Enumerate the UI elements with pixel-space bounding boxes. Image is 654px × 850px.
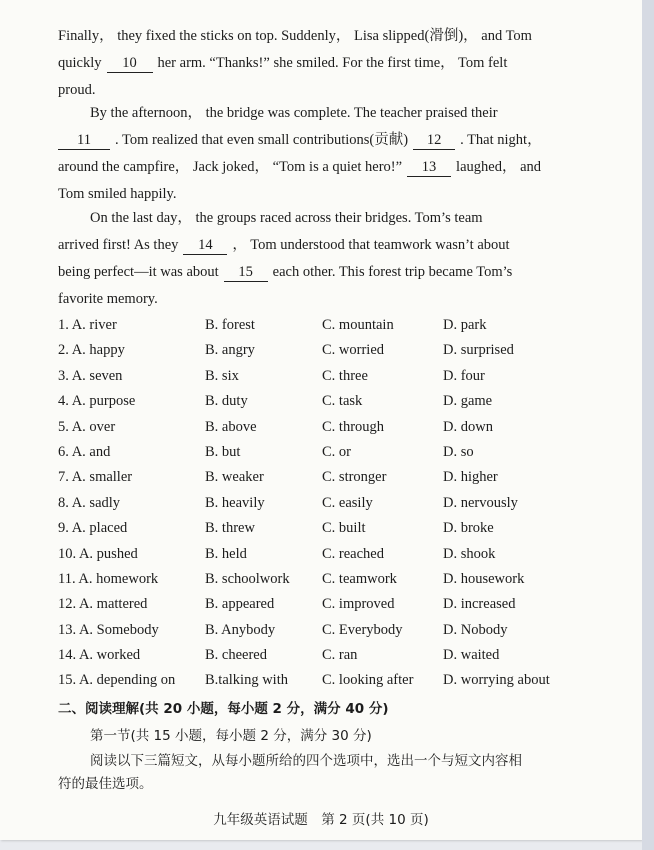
option-d: D. broke	[443, 520, 494, 537]
option-c: C. or	[322, 443, 351, 460]
option-row	[58, 389, 578, 414]
blank-11: 11	[58, 131, 110, 150]
passage-paragraph-2	[58, 100, 578, 208]
text-line: On the last day， the groups raced across their bridges. Tom’s team	[90, 210, 483, 226]
option-a: 4. A. purpose	[58, 393, 136, 410]
option-a: 7. A. smaller	[58, 469, 133, 486]
passage-paragraph-3	[58, 205, 578, 313]
option-row	[58, 440, 578, 465]
option-a: 2. A. happy	[58, 342, 125, 359]
blank-10: 10	[107, 54, 153, 73]
option-d: D. down	[443, 418, 493, 435]
option-b: B. held	[205, 545, 247, 562]
blank-14: 14	[183, 236, 227, 255]
text-line: proud.	[58, 82, 96, 98]
option-a: 3. A. seven	[58, 367, 123, 384]
option-d: D. increased	[443, 596, 516, 613]
option-b: B. cheered	[205, 647, 267, 664]
option-b: B. threw	[205, 520, 255, 537]
text-line: being perfect—it was about 15 each other. This forest trip became Tom’s	[58, 264, 513, 280]
option-a: 13. A. Somebody	[58, 621, 159, 638]
blank-13: 13	[407, 158, 451, 177]
scan-edge	[642, 0, 654, 850]
blank-15: 15	[224, 263, 268, 282]
text-line: favorite memory.	[58, 291, 158, 307]
text-line: Tom smiled happily.	[58, 186, 177, 202]
option-d: D. worrying about	[443, 672, 550, 689]
option-a: 10. A. pushed	[58, 545, 138, 562]
option-d: D. surprised	[443, 342, 514, 359]
option-b: B. heavily	[205, 494, 265, 511]
option-d: D. higher	[443, 469, 498, 486]
option-b: B. weaker	[205, 469, 264, 486]
option-b: B. above	[205, 418, 257, 435]
text-line: Finally， they fixed the sticks on top. Suddenly， Lisa slipped(滑倒)， and Tom	[58, 28, 532, 44]
option-d: D. Nobody	[443, 621, 508, 638]
option-b: B. forest	[205, 317, 255, 333]
option-c: C. ran	[322, 647, 358, 664]
section-instruction: 阅读以下三篇短文，从每小题所给的四个选项中，选出一个与短文内容相	[90, 753, 522, 769]
option-row	[58, 592, 578, 617]
option-row	[58, 313, 578, 338]
option-b: B. duty	[205, 393, 248, 410]
page-footer: 九年级英语试题 第 2 页(共 10 页)	[213, 812, 429, 828]
option-row	[58, 415, 578, 440]
option-d: D. nervously	[443, 494, 518, 511]
option-c: C. mountain	[322, 317, 394, 333]
option-b: B. appeared	[205, 596, 275, 613]
option-row	[58, 465, 578, 490]
options-table	[58, 313, 578, 694]
section-instruction-cont: 符的最佳选项。	[58, 776, 153, 792]
option-c: C. teamwork	[322, 570, 397, 587]
option-c: C. Everybody	[322, 621, 403, 638]
option-d: D. game	[443, 393, 493, 410]
option-a: 11. A. homework	[58, 570, 159, 587]
option-c: C. improved	[322, 596, 395, 613]
option-d: D. park	[443, 317, 487, 333]
option-c: C. reached	[322, 545, 384, 562]
option-row	[58, 618, 578, 643]
option-c: C. worried	[322, 342, 385, 359]
option-row	[58, 364, 578, 389]
option-d: D. four	[443, 367, 485, 384]
option-b: B. schoolwork	[205, 570, 290, 587]
option-c: C. looking after	[322, 672, 414, 689]
option-b: B. but	[205, 443, 241, 460]
option-row	[58, 542, 578, 567]
option-c: C. through	[322, 418, 385, 435]
option-a: 5. A. over	[58, 418, 116, 435]
option-row	[58, 668, 578, 693]
option-b: B. Anybody	[205, 621, 276, 638]
option-c: C. three	[322, 367, 368, 384]
section-subtitle: 第一节(共 15 小题，每小题 2 分，满分 30 分)	[90, 728, 372, 744]
option-row	[58, 338, 578, 363]
option-c: C. easily	[322, 494, 373, 511]
option-a: 1. A. river	[58, 317, 117, 333]
text-line: 11 . Tom realized that even small contributions(贡献) 12 . That night，	[58, 127, 578, 154]
option-a: 6. A. and	[58, 443, 111, 460]
option-d: D. shook	[443, 545, 496, 562]
text-line: around the campfire， Jack joked， “Tom is a quiet hero!” 13 laughed， and	[58, 159, 542, 175]
option-d: D. housework	[443, 570, 525, 587]
text-line: By the afternoon， the bridge was complete. The teacher praised their	[90, 105, 498, 121]
option-b: B. six	[205, 367, 239, 384]
text-line: arrived first! As they 14 ， Tom understood that teamwork wasn’t about	[58, 237, 510, 253]
option-row	[58, 643, 578, 668]
section-title: 二、阅读理解(共 20 小题，每小题 2 分，满分 40 分)	[58, 701, 389, 717]
text-line: quickly 10 her arm. “Thanks!” she smiled. For the first time， Tom felt	[58, 55, 508, 71]
option-a: 9. A. placed	[58, 520, 128, 537]
option-row	[58, 491, 578, 516]
option-c: C. task	[322, 393, 363, 410]
option-b: B. angry	[205, 342, 255, 359]
option-a: 14. A. worked	[58, 647, 141, 664]
passage-paragraph-1	[58, 23, 578, 104]
option-a: 15. A. depending on	[58, 672, 176, 689]
option-row	[58, 567, 578, 592]
option-c: C. built	[322, 520, 366, 537]
blank-12: 12	[413, 131, 455, 150]
option-a: 12. A. mattered	[58, 596, 148, 613]
option-c: C. stronger	[322, 469, 387, 486]
option-b: B.talking with	[205, 672, 288, 689]
option-d: D. so	[443, 443, 474, 460]
option-a: 8. A. sadly	[58, 494, 121, 511]
option-d: D. waited	[443, 647, 500, 664]
option-row	[58, 516, 578, 541]
